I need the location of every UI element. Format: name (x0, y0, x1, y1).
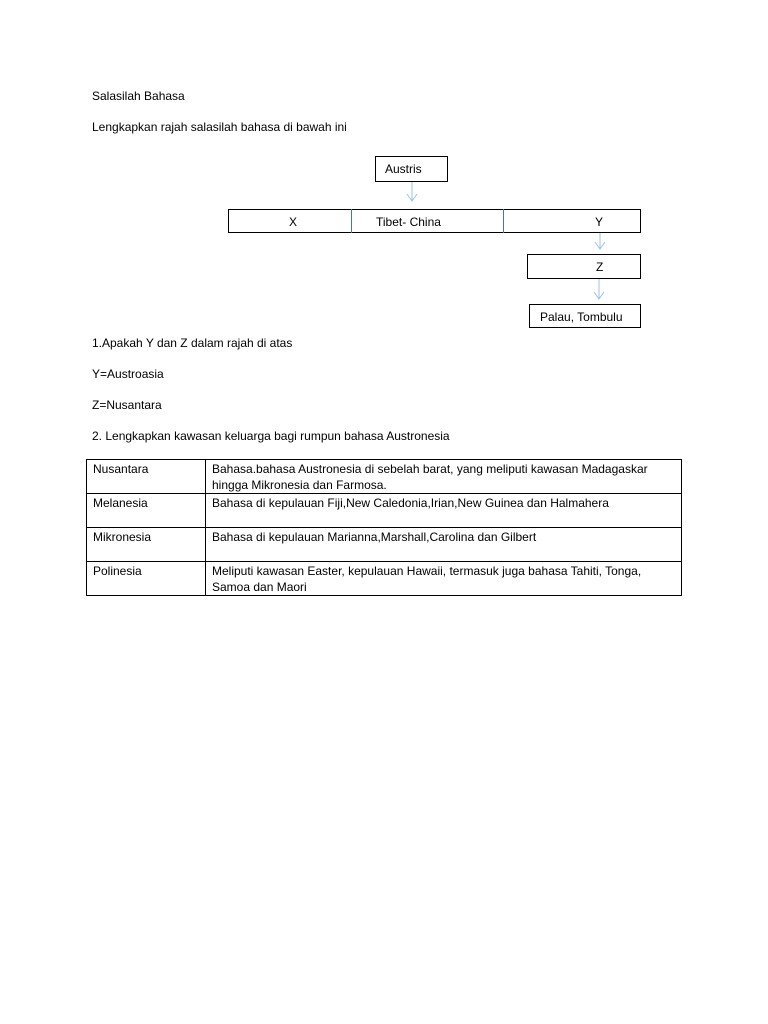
question-1: 1.Apakah Y dan Z dalam rajah di atas (92, 336, 293, 350)
region-table (86, 459, 682, 596)
branch-middle-label: Tibet- China (376, 215, 441, 229)
table-row (87, 562, 682, 596)
arrow-z-down-icon (593, 279, 605, 305)
region-description-cell: Bahasa di kepulauan Fiji,New Caledonia,Irian,New Guinea dan Halmahera (206, 494, 682, 528)
page-title: Salasilah Bahasa (92, 89, 185, 103)
branch-divider-left (351, 209, 352, 233)
region-name-cell: Polinesia (87, 562, 206, 596)
question-2: 2. Lengkapkan kawasan keluarga bagi rumpun bahasa Austronesia (92, 429, 450, 443)
table-row (87, 528, 682, 562)
table-row (87, 460, 682, 494)
branch-divider-right (503, 209, 504, 233)
region-name-cell: Melanesia (87, 494, 206, 528)
leaf-node-box (529, 304, 641, 328)
answer-z: Z=Nusantara (92, 398, 162, 412)
region-name-cell: Mikronesia (87, 528, 206, 562)
region-name-cell: Nusantara (87, 460, 206, 494)
branch-y-label: Y (595, 215, 604, 229)
region-description-cell: Meliputi kawasan Easter, kepulauan Hawaii, termasuk juga bahasa Tahiti, Tonga, Samoa dan Maori (206, 562, 682, 596)
root-node-label: Austris (385, 162, 422, 176)
instruction-text: Lengkapkan rajah salasilah bahasa di bawah ini (92, 120, 347, 134)
arrow-root-down-icon (406, 182, 418, 210)
node-z-label: Z (596, 260, 604, 274)
table-row (87, 494, 682, 528)
branch-x-label: X (289, 215, 298, 229)
root-node-box (375, 156, 448, 182)
answer-y: Y=Austroasia (92, 367, 164, 381)
leaf-node-label: Palau, Tombulu (540, 310, 623, 324)
region-description-cell: Bahasa di kepulauan Marianna,Marshall,Carolina dan Gilbert (206, 528, 682, 562)
branch-row-box (228, 209, 641, 233)
region-description-cell: Bahasa.bahasa Austronesia di sebelah barat, yang meliputi kawasan Madagaskar hingga Mikronesia dan Farmosa. (206, 460, 682, 494)
arrow-y-down-icon (594, 233, 606, 255)
node-z-box (527, 254, 641, 279)
